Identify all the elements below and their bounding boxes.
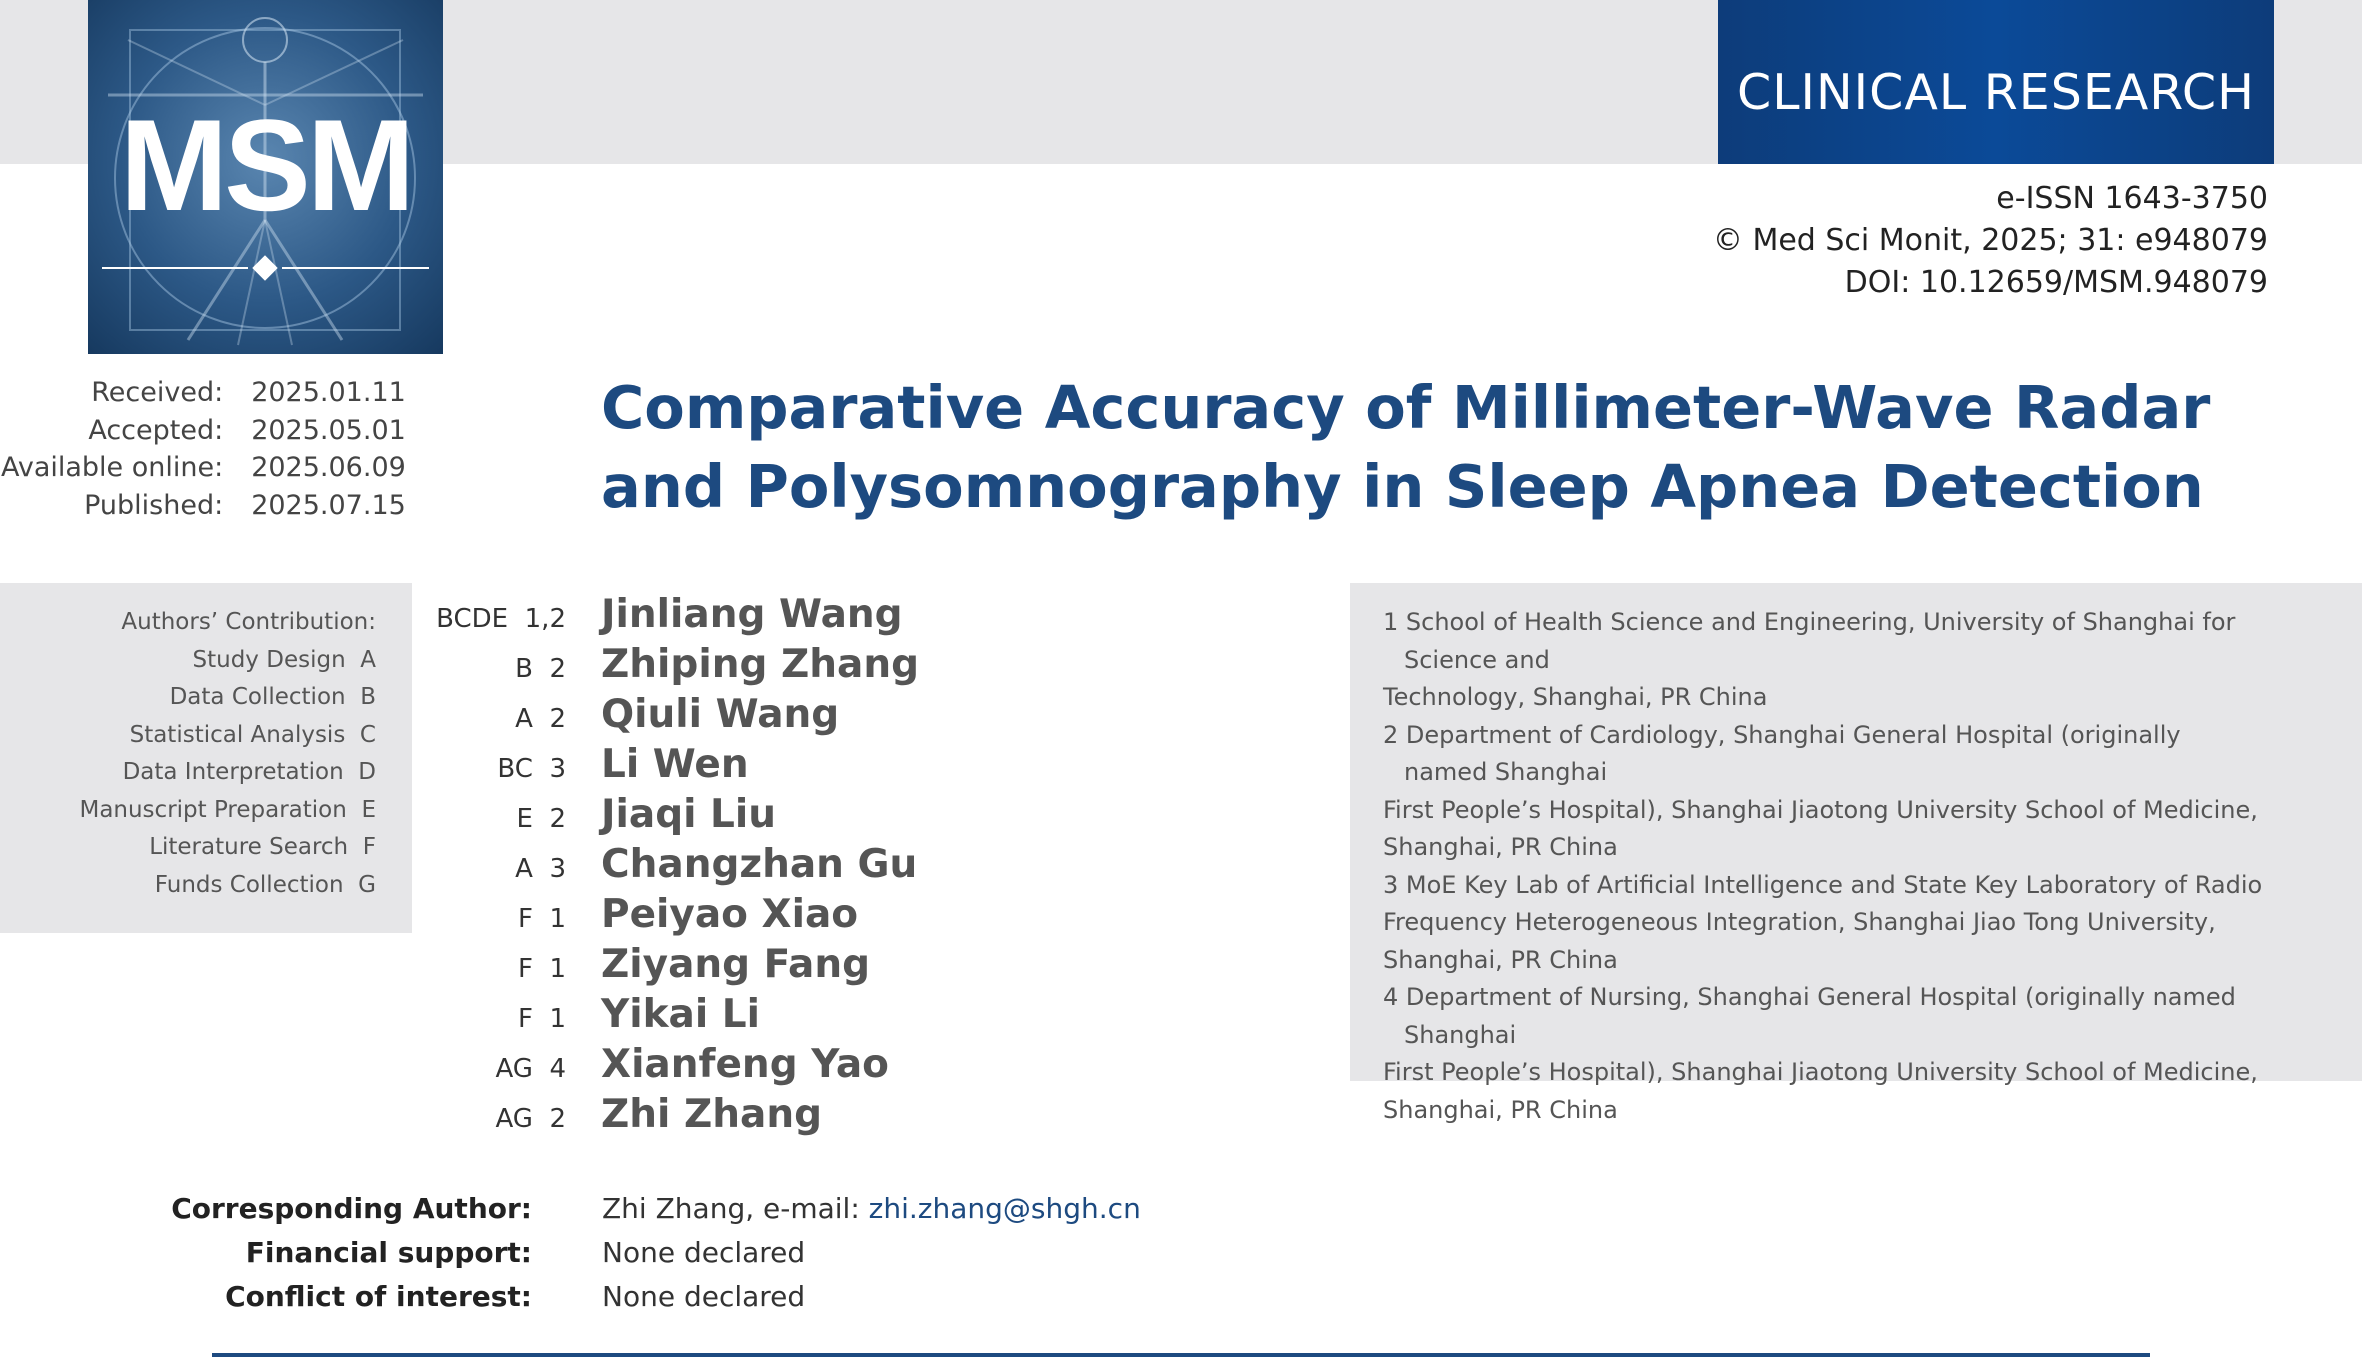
date-row — [0, 412, 420, 450]
article-title — [601, 368, 2301, 526]
affiliation-item — [1383, 867, 2263, 980]
author-name: Ziyang Fang — [601, 942, 871, 987]
logo-text: MSM — [119, 92, 412, 238]
date-row — [0, 374, 420, 412]
affiliation-line: Shanghai, PR China — [1383, 945, 1618, 974]
affiliation-line: First People’s Hospital), Shanghai Jiaotong University School of Medicine, — [1383, 795, 2258, 824]
affiliation-line: Shanghai, PR China — [1383, 1095, 1618, 1124]
author-name: Jinliang Wang — [601, 592, 903, 637]
affiliation-line: 4 Department of Nursing, Shanghai General Hospital (originally named Shanghai — [1383, 983, 2236, 1049]
corresponding-name: Zhi Zhang, e-mail: — [602, 1192, 869, 1225]
author-row — [400, 642, 919, 692]
author-name: Jiaqi Liu — [601, 792, 777, 837]
date-label: Received: — [91, 377, 224, 408]
section-label: CLINICAL RESEARCH — [1737, 63, 2255, 121]
author-name: Xianfeng Yao — [601, 1042, 889, 1087]
author-roles: B 2 — [515, 654, 566, 684]
affiliation-line: First People’s Hospital), Shanghai Jiaotong University School of Medicine, — [1383, 1058, 2258, 1086]
contribution-item: Manuscript Preparation E — [79, 796, 376, 823]
author-list — [400, 592, 919, 1142]
conflict-label: Conflict of interest: — [225, 1280, 532, 1313]
contribution-item: Data Collection B — [169, 684, 376, 710]
affiliation-line: Frequency Heterogeneous Integration, Shanghai Jiao Tong University, — [1383, 908, 2216, 936]
author-roles: E 2 — [516, 804, 566, 834]
date-value: 2025.06.09 — [251, 452, 406, 483]
date-value: 2025.01.11 — [251, 377, 406, 408]
contribution-item: Statistical Analysis C — [129, 721, 376, 748]
date-value: 2025.07.15 — [251, 489, 406, 521]
date-label: Available online: — [0, 452, 224, 483]
affiliation-line: 1 School of Health Science and Engineering, University of Shanghai for Science and — [1383, 608, 2236, 674]
author-row — [400, 592, 919, 642]
author-name: Qiuli Wang — [601, 692, 840, 737]
affiliation-line: 3 MoE Key Lab of Artificial Intelligence and State Key Laboratory of Radio — [1383, 870, 2263, 899]
author-name: Zhi Zhang — [601, 1092, 823, 1137]
date-row — [0, 487, 420, 525]
contribution-heading: Authors’ Contribution: — [121, 609, 376, 635]
author-name: Changzhan Gu — [601, 842, 918, 887]
author-roles: AG 4 — [495, 1054, 566, 1084]
author-roles: F 1 — [517, 954, 566, 984]
author-roles: AG 2 — [495, 1104, 566, 1134]
corresponding-label: Corresponding Author: — [171, 1192, 532, 1225]
corresponding-value — [532, 1187, 1141, 1231]
affiliation-item — [1383, 979, 2263, 1129]
eissn: e-ISSN 1643-3750 — [1996, 181, 2268, 216]
author-row — [400, 992, 919, 1042]
financial-label: Financial support: — [245, 1236, 532, 1269]
author-row — [400, 742, 919, 792]
author-roles: F 1 — [517, 1004, 566, 1034]
title-line: and Polysomnography in Sleep Apnea Detection — [601, 452, 2204, 521]
article-info — [0, 1187, 1141, 1319]
author-roles: A 3 — [515, 854, 566, 884]
affiliation-item — [1383, 717, 2263, 867]
contribution-item: Study Design A — [192, 646, 376, 673]
author-roles: BC 3 — [497, 754, 566, 784]
author-row — [400, 842, 919, 892]
doi: DOI: 10.12659/MSM.948079 — [1844, 265, 2268, 300]
corresponding-row — [0, 1187, 1141, 1231]
author-roles: BCDE 1,2 — [436, 604, 566, 634]
date-row — [0, 449, 420, 487]
divider-rule — [212, 1353, 2150, 1357]
author-name: Li Wen — [601, 742, 749, 787]
author-roles: F 1 — [517, 904, 566, 934]
author-row — [400, 892, 919, 942]
author-roles: A 2 — [515, 704, 566, 734]
title-line: Comparative Accuracy of Millimeter-Wave Radar — [601, 373, 2211, 442]
author-row — [400, 1092, 919, 1142]
citation: © Med Sci Monit, 2025; 31: e948079 — [1712, 223, 2268, 258]
financial-value: None declared — [602, 1236, 806, 1269]
corresponding-email-link[interactable]: zhi.zhang@shgh.cn — [868, 1192, 1141, 1225]
date-label: Published: — [84, 489, 224, 521]
date-label: Accepted: — [88, 414, 224, 446]
journal-logo — [88, 0, 443, 354]
financial-row — [0, 1231, 1141, 1275]
conflict-value: None declared — [602, 1280, 806, 1313]
date-value: 2025.05.01 — [251, 414, 406, 446]
conflict-row — [0, 1275, 1141, 1319]
affiliation-item — [1383, 604, 2263, 717]
contribution-legend — [0, 604, 376, 904]
author-name: Zhiping Zhang — [601, 642, 919, 687]
author-row — [400, 942, 919, 992]
contribution-item: Literature Search F — [149, 834, 376, 860]
author-row — [400, 792, 919, 842]
section-banner — [1718, 0, 2274, 164]
author-name: Peiyao Xiao — [601, 892, 859, 937]
article-meta — [1713, 178, 2268, 304]
contribution-item: Funds Collection G — [154, 871, 376, 898]
affiliations-list — [1383, 604, 2263, 1129]
author-row — [400, 1042, 919, 1092]
author-name: Yikai Li — [601, 992, 761, 1037]
contribution-item: Data Interpretation D — [122, 759, 376, 785]
affiliation-line: 2 Department of Cardiology, Shanghai General Hospital (originally named Shanghai — [1383, 720, 2181, 786]
affiliation-line: Technology, Shanghai, PR China — [1383, 683, 1768, 711]
affiliation-line: Shanghai, PR China — [1383, 833, 1618, 861]
author-row — [400, 692, 919, 742]
article-dates — [0, 374, 420, 524]
